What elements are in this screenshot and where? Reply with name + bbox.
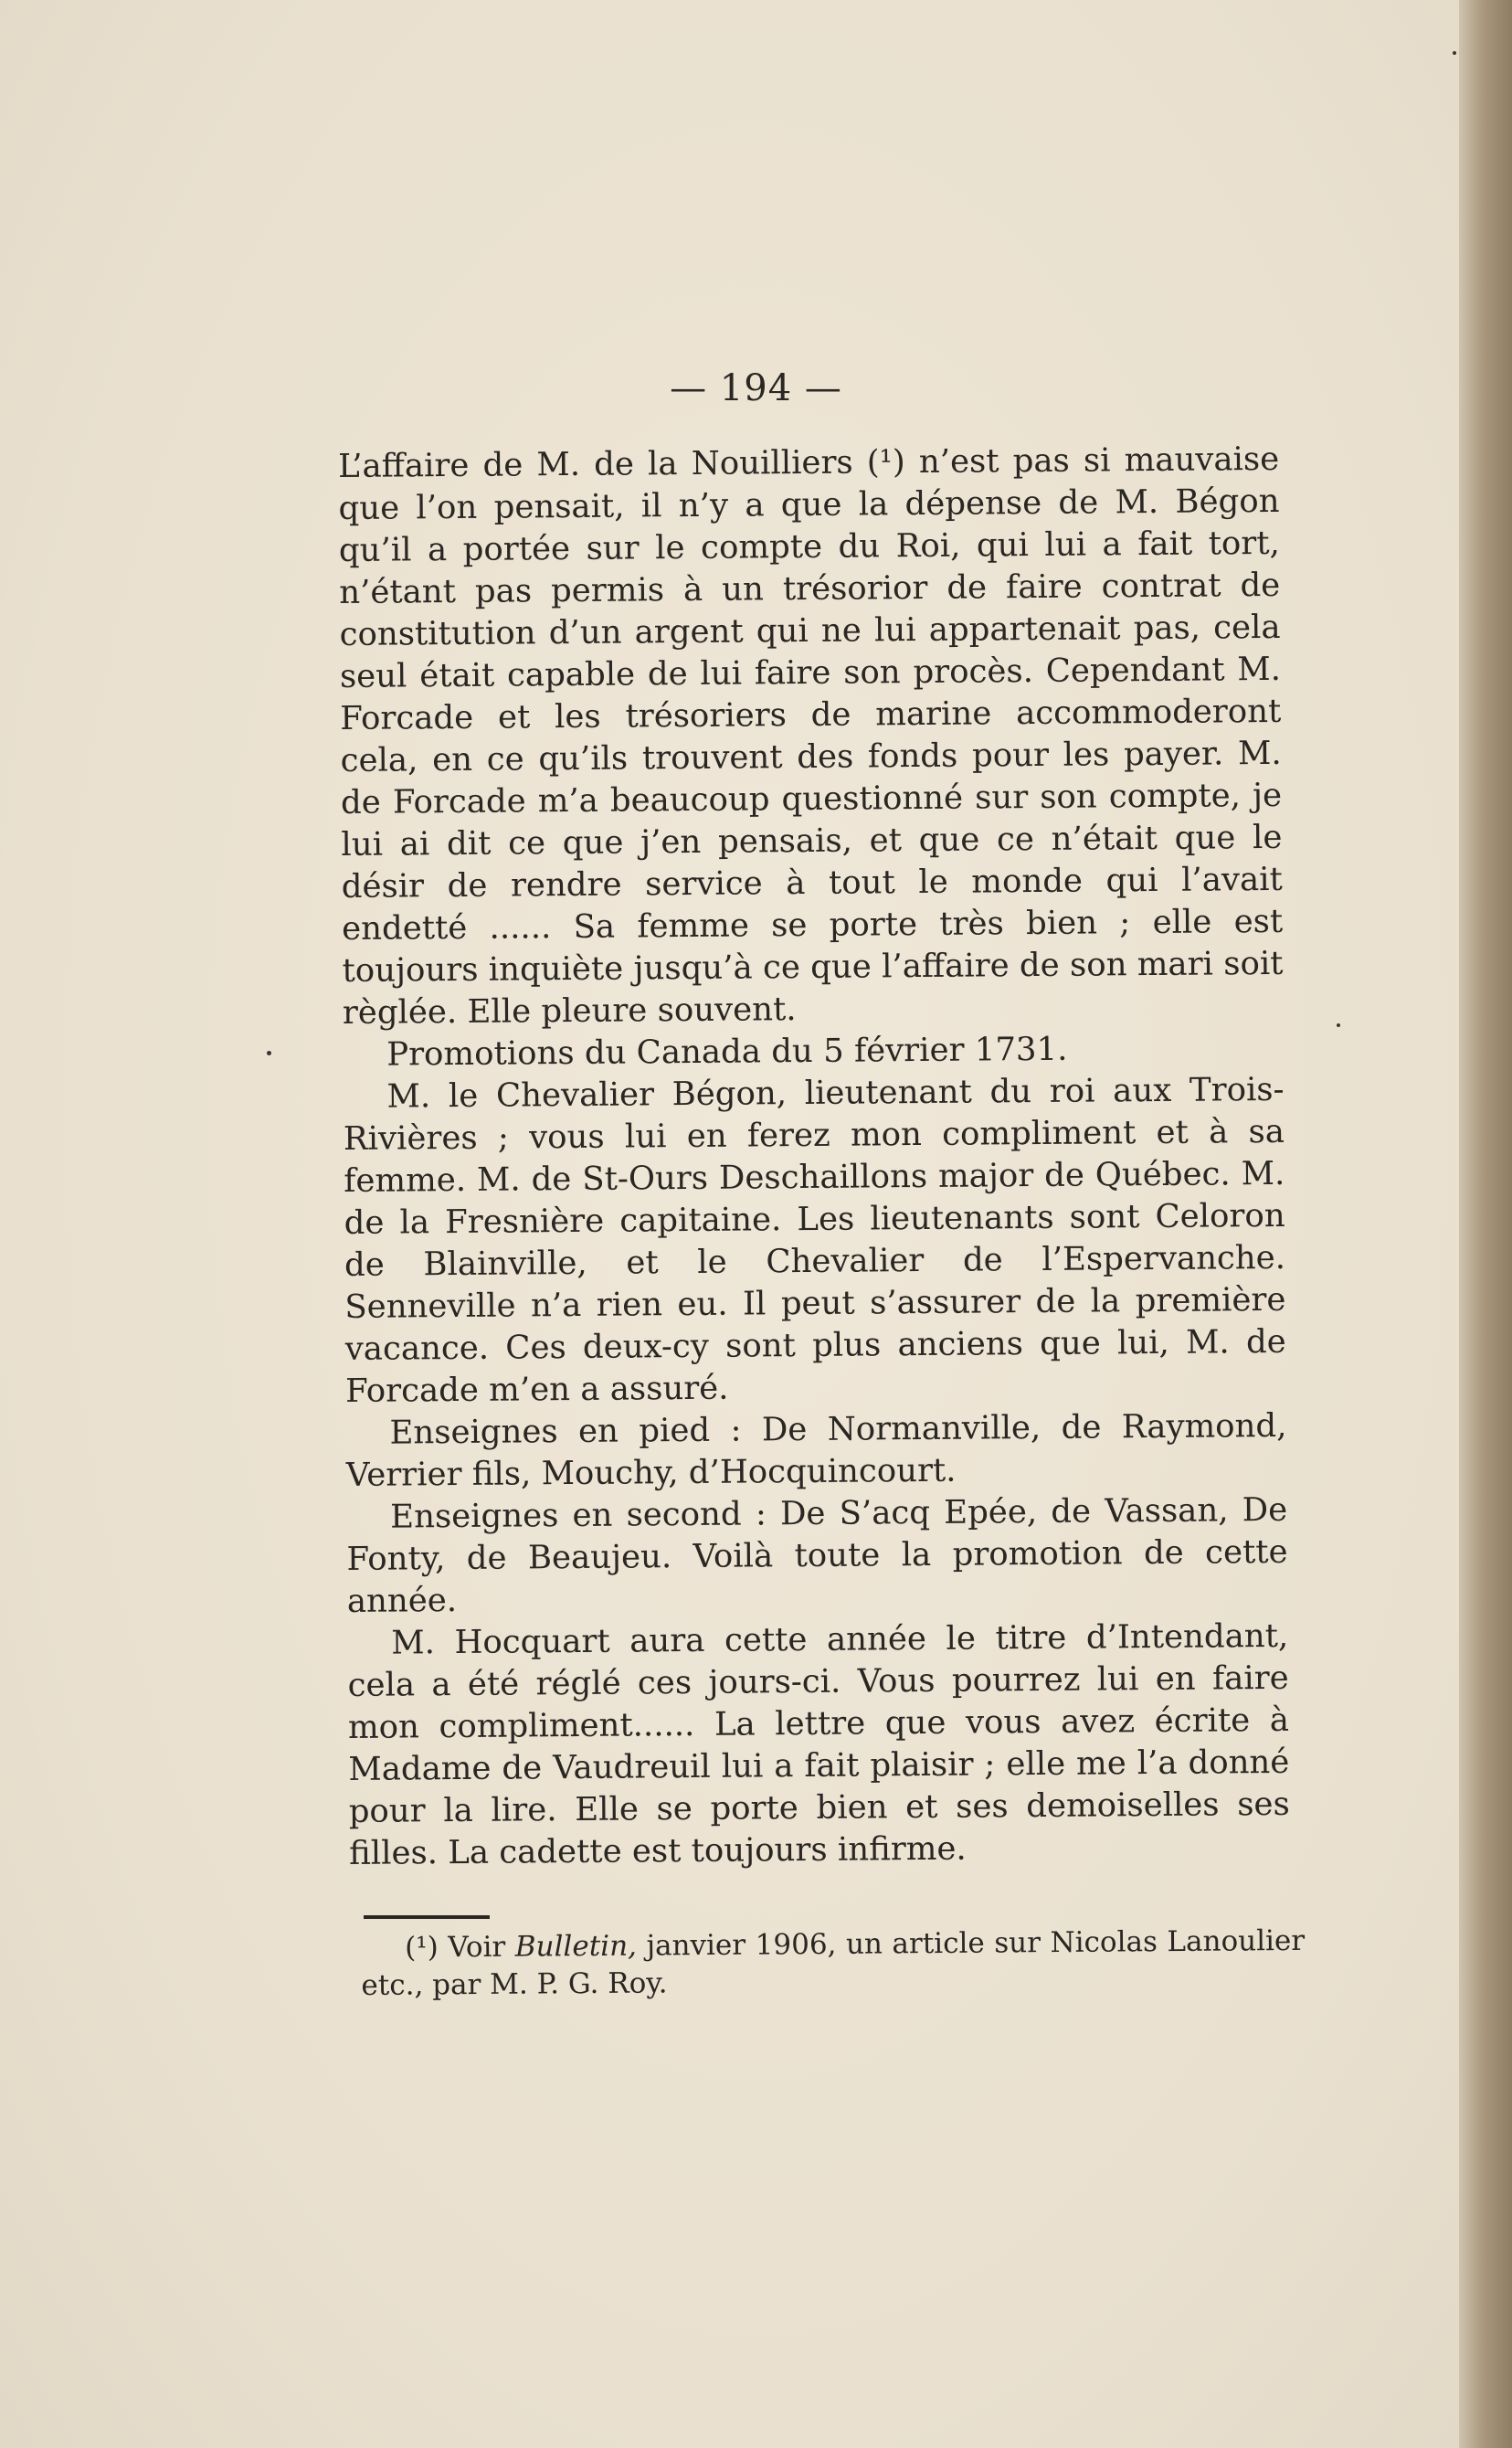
paragraph-enseignes-en-second: Enseignes en second : De S’acq Epée, de Vassan, De Fonty, de Beaujeu. Voilà toute la promotion de cette année.	[346, 1490, 1288, 1620]
body-text	[338, 439, 1290, 1875]
paragraph-enseignes-en-pied: Enseignes en pied : De Normanville, de Raymond, Verrier fils, Mouchy, d’Hocquincourt.	[345, 1406, 1287, 1494]
footnote-marker: (¹)	[405, 1931, 439, 1965]
paragraph-hocquart: M. Hocquart aura cette année le titre d’Intendant, cela a été réglé ces jours-ci. Vous pourrez lui en faire mon compliment...... La lettre que vous avez écrite à Madame de Vaudreuil lui a fait plaisir ; elle me l’a donné pour la lire. Elle se porte bien et ses demoiselles ses filles. La cadette est toujours infirme.	[347, 1616, 1290, 1872]
footnote-text-before: Voir	[438, 1930, 515, 1965]
footnote-italic-title: Bulletin,	[514, 1929, 638, 1964]
footnote	[361, 1923, 1306, 2005]
paper-speck	[1337, 1023, 1340, 1027]
paragraph-nouilliers-affair: L’affaire de M. de la Nouilliers (¹) n’est pas si mauvaise que l’on pensait, il n’y a que la dépense de M. Bégon qu’il a portée sur le compte du Roi, qui lui a fait tort, n’étant pas permis à un trésorior de faire contrat de constitution d’un argent qui ne lui appartenait pas, cela seul était capable de lui faire son procès. Cependant M. Forcade et les trésoriers de marine accommoderont cela, en ce qu’ils trouvent des fonds pour les payer. M. de Forcade m’a beaucoup questionné sur son compte, je lui ai dit ce que j’en pensais, et que ce n’était que le désir de rendre service à tout le monde qui l’avait endetté ...... Sa femme se porte très bien ; elle est toujours inquiète jusqu’à ce que l’affaire de son mari soit règlée. Elle pleure souvent.	[338, 440, 1284, 1032]
paper-speck	[1453, 51, 1456, 55]
footnote-text-after: janvier 1906, un article sur Nicolas Lanoulier etc., par M. P. G. Roy.	[361, 1923, 1306, 2002]
paragraph-chevalier-begon: M. le Chevalier Bégon, lieutenant du roi aux Trois-Rivières ; vous lui en ferez mon compliment et à sa femme. M. de St-Ours Deschaillons major de Québec. M. de la Fresnière capitaine. Les lieutenants sont Celoron de Blainville, et le Chevalier de l’Espervanche. Senneville n’a rien eu. Il peut s’assurer de la première vacance. Ces deux-cy sont plus anciens que lui, M. de Forcade m’en a assuré.	[343, 1070, 1286, 1410]
paragraph-promotions-heading: Promotions du Canada du 5 février 1731.	[386, 1030, 1068, 1074]
paper-speck	[267, 1051, 271, 1055]
footnote-rule	[364, 1915, 490, 1919]
page-number: — 194 —	[670, 367, 842, 409]
